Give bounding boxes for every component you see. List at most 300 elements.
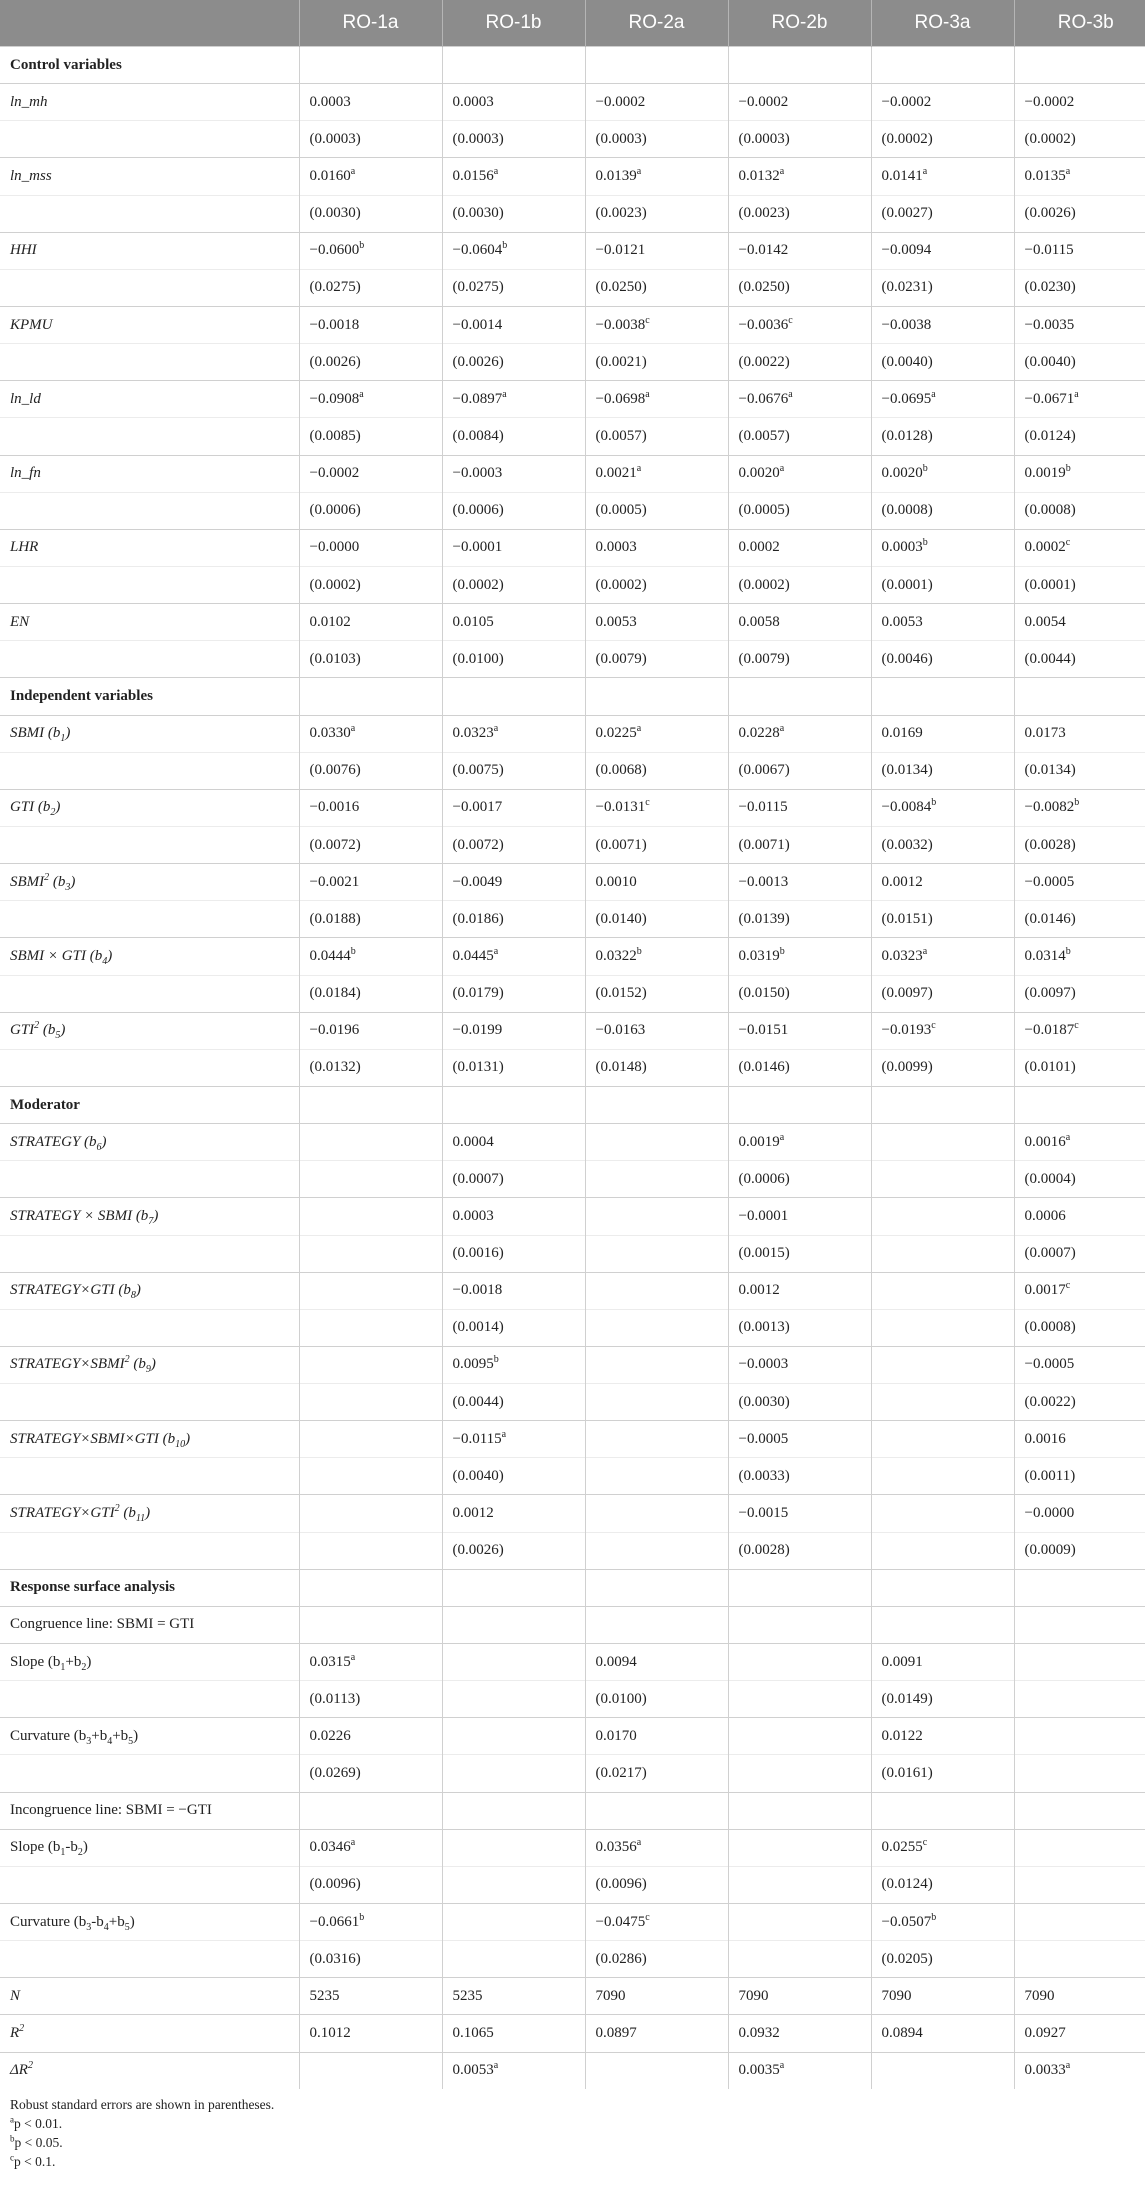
value-cell: 0.0003 [585, 529, 728, 566]
value-cell: 0.0897 [585, 2015, 728, 2052]
value-cell: 0.0315$^a$ [299, 1644, 442, 1681]
table-row [0, 1346, 1145, 1383]
value-cell: 0.0012 [871, 864, 1014, 901]
row-label: ln_fn [10, 465, 41, 482]
value-cell: 0.0035$^a$ [728, 2052, 871, 2089]
table-row [0, 1606, 1145, 1643]
value-cell: (0.0124) [871, 1866, 1014, 1903]
value-cell: (0.0186) [442, 901, 585, 938]
value-cell: (0.0003) [299, 121, 442, 158]
table-notes [0, 2089, 1145, 2177]
value-cell: (0.0100) [585, 1681, 728, 1718]
empty-cell [442, 678, 585, 715]
value-cell: 0.0132$^a$ [728, 158, 871, 195]
value-cell: (0.0002) [442, 566, 585, 603]
empty-cell [585, 1532, 728, 1569]
value-cell: −0.0082$^b$ [1014, 789, 1145, 826]
value-cell: (0.0006) [299, 492, 442, 529]
value-cell: 0.0095$^b$ [442, 1346, 585, 1383]
std-error-row [0, 752, 1145, 789]
value-cell: (0.0013) [728, 1309, 871, 1346]
empty-cell [871, 1309, 1014, 1346]
empty-cell [871, 1495, 1014, 1532]
table-row [0, 2015, 1145, 2052]
empty-cell [728, 678, 871, 715]
empty-cell [0, 1161, 299, 1198]
value-cell: 0.0019$^b$ [1014, 455, 1145, 492]
value-cell: (0.0008) [1014, 1309, 1145, 1346]
section-label: Independent variables [10, 687, 153, 704]
section-row [0, 678, 1145, 715]
value-cell: (0.0026) [299, 344, 442, 381]
value-cell: 0.0016 [1014, 1421, 1145, 1458]
value-cell: (0.0007) [442, 1161, 585, 1198]
std-error-row [0, 566, 1145, 603]
row-label: KPMU [10, 316, 53, 333]
table-row [0, 1978, 1145, 2015]
value-cell: 0.0102 [299, 604, 442, 641]
value-cell: 0.0003 [442, 1198, 585, 1235]
value-cell: 0.0006 [1014, 1198, 1145, 1235]
value-cell: (0.0097) [1014, 975, 1145, 1012]
empty-cell [0, 418, 299, 455]
value-cell: (0.0003) [728, 121, 871, 158]
value-cell: 0.0170 [585, 1718, 728, 1755]
value-cell: −0.0015 [728, 1495, 871, 1532]
value-cell: (0.0146) [728, 1049, 871, 1086]
table-row [0, 1012, 1145, 1049]
value-cell: 0.0004 [442, 1124, 585, 1161]
empty-cell [871, 1792, 1014, 1829]
empty-cell [299, 678, 442, 715]
value-cell: 0.0021$^a$ [585, 455, 728, 492]
value-cell: (0.0026) [442, 344, 585, 381]
value-cell: (0.0286) [585, 1941, 728, 1978]
value-cell: 7090 [1014, 1978, 1145, 2015]
table-row [0, 789, 1145, 826]
value-cell: −0.0115 [1014, 232, 1145, 269]
value-cell: (0.0011) [1014, 1458, 1145, 1495]
value-cell: −0.0017 [442, 789, 585, 826]
header-cell-label [0, 0, 299, 47]
value-cell: (0.0113) [299, 1681, 442, 1718]
std-error-row [0, 975, 1145, 1012]
value-cell: (0.0134) [871, 752, 1014, 789]
value-cell: 0.1012 [299, 2015, 442, 2052]
empty-cell [442, 1569, 585, 1606]
value-cell: 0.0156$^a$ [442, 158, 585, 195]
value-cell: (0.0149) [871, 1681, 1014, 1718]
value-cell: (0.0230) [1014, 269, 1145, 306]
value-cell: (0.0084) [442, 418, 585, 455]
value-cell: (0.0002) [1014, 121, 1145, 158]
value-cell: −0.0018 [442, 1272, 585, 1309]
note-line: Robust standard errors are shown in parentheses. [10, 2096, 275, 2112]
std-error-row [0, 1532, 1145, 1569]
row-label: ln_ld [10, 390, 41, 407]
std-error-row [0, 1309, 1145, 1346]
section-label: Control variables [10, 56, 122, 73]
value-cell: −0.0014 [442, 306, 585, 343]
empty-cell [1014, 1941, 1145, 1978]
row-label: $R^2$ [10, 2023, 25, 2042]
value-cell: (0.0071) [728, 826, 871, 863]
value-cell: 0.0002 [728, 529, 871, 566]
value-cell: 0.0091 [871, 1644, 1014, 1681]
value-cell: (0.0022) [1014, 1384, 1145, 1421]
value-cell: (0.0015) [728, 1235, 871, 1272]
empty-cell [871, 1198, 1014, 1235]
value-cell: (0.0131) [442, 1049, 585, 1086]
empty-cell [1014, 47, 1145, 84]
empty-cell [0, 1458, 299, 1495]
row-label: HHI [10, 242, 37, 259]
empty-cell [0, 1309, 299, 1346]
empty-cell [0, 1532, 299, 1569]
value-cell: 0.0445$^a$ [442, 938, 585, 975]
value-cell: −0.0021 [299, 864, 442, 901]
std-error-row [0, 1161, 1145, 1198]
value-cell: (0.0026) [442, 1532, 585, 1569]
value-cell: 0.0053$^a$ [442, 2052, 585, 2089]
empty-cell [585, 1272, 728, 1309]
value-cell: 0.0314$^b$ [1014, 938, 1145, 975]
empty-cell [0, 1866, 299, 1903]
value-cell: −0.0199 [442, 1012, 585, 1049]
note-line: $^a$p < 0.01. [10, 2114, 63, 2131]
value-cell: 0.0226 [299, 1718, 442, 1755]
value-cell: 0.0053 [871, 604, 1014, 641]
row-label: Congruence line: SBMI = GTI [10, 1616, 195, 1633]
value-cell: (0.0046) [871, 641, 1014, 678]
table-row [0, 604, 1145, 641]
value-cell: (0.0007) [1014, 1235, 1145, 1272]
empty-cell [585, 1198, 728, 1235]
value-cell: (0.0057) [585, 418, 728, 455]
value-cell: 0.0002$^c$ [1014, 529, 1145, 566]
value-cell: (0.0188) [299, 901, 442, 938]
value-cell: (0.0096) [299, 1866, 442, 1903]
value-cell: (0.0002) [585, 566, 728, 603]
empty-cell [871, 1086, 1014, 1123]
std-error-row [0, 1458, 1145, 1495]
table-row [0, 715, 1145, 752]
value-cell: −0.0507$^b$ [871, 1904, 1014, 1941]
value-cell: 0.0012 [442, 1495, 585, 1532]
value-cell: −0.0671$^a$ [1014, 381, 1145, 418]
row-label: SBMI $(b_1)$ [10, 725, 71, 745]
value-cell: 5235 [299, 1978, 442, 2015]
empty-cell [585, 678, 728, 715]
empty-cell [299, 1198, 442, 1235]
empty-cell [299, 1495, 442, 1532]
empty-cell [299, 1421, 442, 1458]
empty-cell [728, 1941, 871, 1978]
value-cell: 0.0330$^a$ [299, 715, 442, 752]
empty-cell [299, 1272, 442, 1309]
value-cell: −0.0193$^c$ [871, 1012, 1014, 1049]
header-cell-ro-2b: RO-2b [728, 0, 871, 47]
value-cell: (0.0128) [871, 418, 1014, 455]
empty-cell [0, 826, 299, 863]
empty-cell [585, 1384, 728, 1421]
value-cell: (0.0152) [585, 975, 728, 1012]
empty-cell [442, 1086, 585, 1123]
value-cell: (0.0030) [299, 195, 442, 232]
value-cell: 0.0323$^a$ [442, 715, 585, 752]
value-cell: −0.0001 [728, 1198, 871, 1235]
value-cell: −0.0115 [728, 789, 871, 826]
value-cell: −0.0151 [728, 1012, 871, 1049]
empty-cell [585, 47, 728, 84]
empty-cell [585, 1606, 728, 1643]
table-row [0, 158, 1145, 195]
empty-cell [442, 1866, 585, 1903]
value-cell: −0.0005 [728, 1421, 871, 1458]
table-row [0, 2052, 1145, 2089]
table-row [0, 1272, 1145, 1309]
value-cell: 0.0094 [585, 1644, 728, 1681]
value-cell: (0.0028) [1014, 826, 1145, 863]
value-cell: −0.0131$^c$ [585, 789, 728, 826]
value-cell: (0.0003) [585, 121, 728, 158]
value-cell: (0.0100) [442, 641, 585, 678]
empty-cell [442, 1718, 585, 1755]
value-cell: (0.0101) [1014, 1049, 1145, 1086]
value-cell: −0.0600$^b$ [299, 232, 442, 269]
row-label: Curvature $(b_3-b_4+b_5)$ [10, 1913, 135, 1933]
empty-cell [442, 1755, 585, 1792]
std-error-row [0, 269, 1145, 306]
value-cell: (0.0016) [442, 1235, 585, 1272]
value-cell: −0.0036$^c$ [728, 306, 871, 343]
value-cell: (0.0006) [442, 492, 585, 529]
empty-cell [0, 1755, 299, 1792]
value-cell: 0.0323$^a$ [871, 938, 1014, 975]
value-cell: 0.0105 [442, 604, 585, 641]
empty-cell [299, 1458, 442, 1495]
std-error-row [0, 418, 1145, 455]
value-cell: −0.0002 [728, 84, 871, 121]
empty-cell [1014, 1829, 1145, 1866]
empty-cell [1014, 1792, 1145, 1829]
empty-cell [442, 1941, 585, 1978]
section-label: Moderator [10, 1096, 80, 1113]
value-cell: −0.0049 [442, 864, 585, 901]
empty-cell [585, 1124, 728, 1161]
std-error-row [0, 1941, 1145, 1978]
empty-cell [442, 1904, 585, 1941]
value-cell: −0.0121 [585, 232, 728, 269]
std-error-row [0, 1681, 1145, 1718]
empty-cell [871, 1161, 1014, 1198]
header-row [0, 0, 1145, 47]
row-label: Slope $(b_1-b_2)$ [10, 1839, 88, 1859]
empty-cell [299, 1569, 442, 1606]
table-row [0, 1904, 1145, 1941]
empty-cell [728, 1086, 871, 1123]
empty-cell [585, 1309, 728, 1346]
header-cell-ro-3a: RO-3a [871, 0, 1014, 47]
empty-cell [0, 121, 299, 158]
table-row [0, 938, 1145, 975]
value-cell: (0.0001) [1014, 566, 1145, 603]
value-cell: 0.0020$^b$ [871, 455, 1014, 492]
value-cell: (0.0067) [728, 752, 871, 789]
note-line: $^b$p < 0.05. [10, 2133, 63, 2150]
empty-cell [585, 1495, 728, 1532]
section-label: Response surface analysis [10, 1579, 176, 1596]
empty-cell [871, 1346, 1014, 1383]
table-row [0, 1421, 1145, 1458]
value-cell: (0.0002) [299, 566, 442, 603]
table-row [0, 1198, 1145, 1235]
value-cell: (0.0072) [442, 826, 585, 863]
row-label: $STRATEGY\times GTI^2$ $(b_{11})$ [10, 1503, 151, 1525]
value-cell: 0.0058 [728, 604, 871, 641]
value-cell: 0.0322$^b$ [585, 938, 728, 975]
empty-cell [0, 1941, 299, 1978]
value-cell: −0.0002 [299, 455, 442, 492]
header-cell-ro-1a: RO-1a [299, 0, 442, 47]
empty-cell [0, 901, 299, 938]
value-cell: −0.0908$^a$ [299, 381, 442, 418]
table-body [0, 47, 1145, 2089]
value-cell: (0.0269) [299, 1755, 442, 1792]
value-cell: 0.0141$^a$ [871, 158, 1014, 195]
std-error-row [0, 826, 1145, 863]
table-row [0, 455, 1145, 492]
empty-cell [585, 1161, 728, 1198]
empty-cell [299, 1124, 442, 1161]
value-cell: (0.0068) [585, 752, 728, 789]
row-label: STRATEGY $(b_6)$ [10, 1133, 107, 1153]
row-label: STRATEGY × SBMI $(b_7)$ [10, 1207, 159, 1227]
empty-cell [728, 1718, 871, 1755]
value-cell: (0.0150) [728, 975, 871, 1012]
header-cell-ro-2a: RO-2a [585, 0, 728, 47]
empty-cell [585, 1458, 728, 1495]
empty-cell [0, 975, 299, 1012]
value-cell: 7090 [585, 1978, 728, 2015]
std-error-row [0, 1049, 1145, 1086]
value-cell: −0.0003 [728, 1346, 871, 1383]
value-cell: (0.0275) [299, 269, 442, 306]
empty-cell [1014, 1644, 1145, 1681]
value-cell: −0.0002 [1014, 84, 1145, 121]
table-row [0, 1718, 1145, 1755]
value-cell: −0.0005 [1014, 864, 1145, 901]
empty-cell [871, 1532, 1014, 1569]
std-error-row [0, 344, 1145, 381]
value-cell: (0.0205) [871, 1941, 1014, 1978]
value-cell: −0.0001 [442, 529, 585, 566]
value-cell: −0.0676$^a$ [728, 381, 871, 418]
std-error-row [0, 1866, 1145, 1903]
value-cell: −0.0016 [299, 789, 442, 826]
value-cell: 0.0356$^a$ [585, 1829, 728, 1866]
value-cell: (0.0184) [299, 975, 442, 1012]
table-row [0, 1829, 1145, 1866]
value-cell: (0.0124) [1014, 418, 1145, 455]
table-row [0, 1644, 1145, 1681]
row-label: GTI$^2$ $(b_5)$ [10, 1020, 66, 1042]
empty-cell [0, 1049, 299, 1086]
value-cell: (0.0075) [442, 752, 585, 789]
row-label: ln_mss [10, 167, 52, 184]
value-cell: 0.0346$^a$ [299, 1829, 442, 1866]
value-cell: 0.0054 [1014, 604, 1145, 641]
empty-cell [0, 344, 299, 381]
value-cell: (0.0044) [442, 1384, 585, 1421]
empty-cell [1014, 1606, 1145, 1643]
empty-cell [299, 2052, 442, 2089]
value-cell: −0.0018 [299, 306, 442, 343]
empty-cell [0, 641, 299, 678]
value-cell: −0.0002 [585, 84, 728, 121]
value-cell: 0.0003 [299, 84, 442, 121]
empty-cell [871, 47, 1014, 84]
value-cell: 0.0932 [728, 2015, 871, 2052]
empty-cell [1014, 1866, 1145, 1903]
empty-cell [585, 1346, 728, 1383]
value-cell: (0.0001) [871, 566, 1014, 603]
empty-cell [871, 1124, 1014, 1161]
std-error-row [0, 492, 1145, 529]
value-cell: (0.0103) [299, 641, 442, 678]
empty-cell [0, 1681, 299, 1718]
value-cell: (0.0044) [1014, 641, 1145, 678]
value-cell: (0.0004) [1014, 1161, 1145, 1198]
row-label: GTI $(b_2)$ [10, 799, 61, 819]
value-cell: 0.0319$^b$ [728, 938, 871, 975]
value-cell: (0.0027) [871, 195, 1014, 232]
value-cell: (0.0057) [728, 418, 871, 455]
value-cell: (0.0021) [585, 344, 728, 381]
empty-cell [585, 1569, 728, 1606]
row-label: Curvature $(b_3+b_4+b_5)$ [10, 1727, 139, 1747]
value-cell: −0.0013 [728, 864, 871, 901]
value-cell: (0.0072) [299, 826, 442, 863]
empty-cell [299, 1086, 442, 1123]
value-cell: 0.0020$^a$ [728, 455, 871, 492]
value-cell: 0.0228$^a$ [728, 715, 871, 752]
empty-cell [0, 752, 299, 789]
empty-cell [728, 1569, 871, 1606]
value-cell: (0.0040) [871, 344, 1014, 381]
value-cell: −0.0897$^a$ [442, 381, 585, 418]
row-label: $STRATEGY\times SBMI^2$ $(b_9)$ [10, 1354, 156, 1376]
header-cell-ro-3b: RO-3b [1014, 0, 1145, 47]
empty-cell [728, 1681, 871, 1718]
std-error-row [0, 901, 1145, 938]
value-cell: 0.0255$^c$ [871, 1829, 1014, 1866]
value-cell: 0.0003$^b$ [871, 529, 1014, 566]
value-cell: (0.0134) [1014, 752, 1145, 789]
value-cell: 0.0139$^a$ [585, 158, 728, 195]
value-cell: −0.0002 [871, 84, 1014, 121]
value-cell: −0.0000 [1014, 1495, 1145, 1532]
table-row [0, 1124, 1145, 1161]
empty-cell [871, 1569, 1014, 1606]
empty-cell [728, 1755, 871, 1792]
value-cell: (0.0148) [585, 1049, 728, 1086]
row-label: LHR [10, 539, 39, 556]
value-cell: −0.0163 [585, 1012, 728, 1049]
empty-cell [871, 678, 1014, 715]
value-cell: (0.0079) [585, 641, 728, 678]
value-cell: (0.0002) [728, 566, 871, 603]
